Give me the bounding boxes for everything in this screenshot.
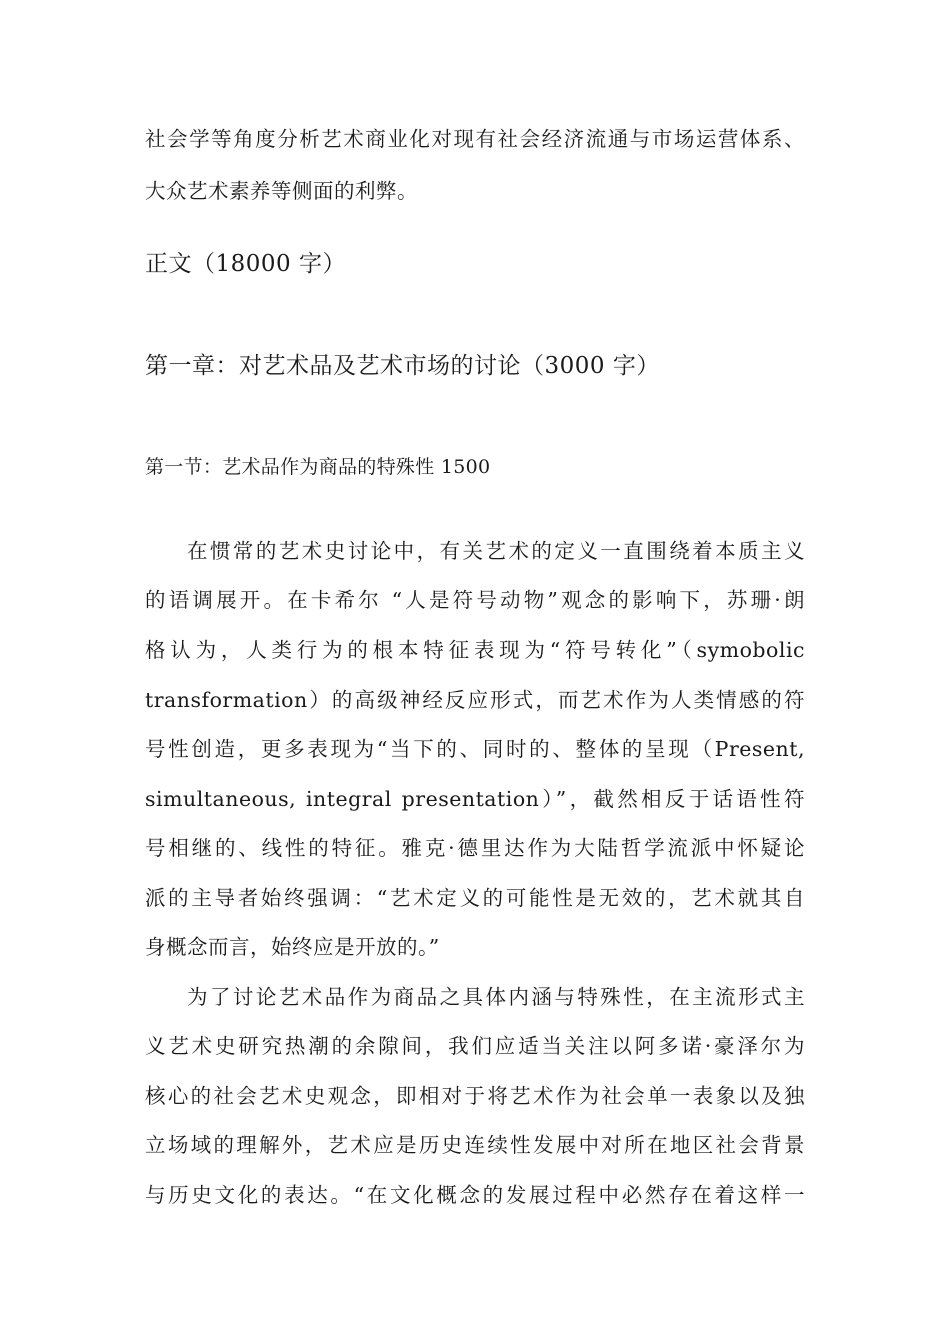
paragraph-1-line-6: simultaneous, integral presentation）”，截然相反于话语性符	[145, 787, 805, 811]
intro-line-1: 社会学等角度分析艺术商业化对现有社会经济流通与市场运营体系、	[145, 127, 805, 151]
section-heading: 第一节：艺术品作为商品的特殊性 1500	[145, 456, 491, 478]
intro-line-2: 大众艺术素养等侧面的利弊。	[145, 179, 418, 203]
paragraph-1-line-3: 格认为，人类行为的根本特征表现为“符号转化”（symobolic	[145, 638, 805, 662]
paragraph-1-line-4: transformation）的高级神经反应形式，而艺术作为人类情感的符	[145, 688, 805, 712]
paragraph-2-line-1: 为了讨论艺术品作为商品之具体内涵与特殊性，在主流形式主	[187, 985, 805, 1009]
paragraph-2-line-4: 立场域的理解外，艺术应是历史连续性发展中对所在地区社会背景	[145, 1133, 805, 1157]
paragraph-1-line-1: 在惯常的艺术史讨论中，有关艺术的定义一直围绕着本质主义	[187, 539, 805, 563]
body-heading: 正文（18000 字）	[145, 251, 346, 277]
paragraph-2-line-5: 与历史文化的表达。“在文化概念的发展过程中必然存在着这样一	[145, 1183, 805, 1207]
paragraph-2-line-3: 核心的社会艺术史观念，即相对于将艺术作为社会单一表象以及独	[145, 1084, 805, 1108]
paragraph-1-line-7: 号相继的、线性的特征。雅克·德里达作为大陆哲学流派中怀疑论	[145, 836, 805, 860]
paragraph-1-line-9: 身概念而言，始终应是开放的。”	[145, 935, 440, 959]
paragraph-1-line-5: 号性创造，更多表现为“当下的、同时的、整体的呈现（Present,	[145, 737, 805, 761]
paragraph-1-line-8: 派的主导者始终强调：“艺术定义的可能性是无效的，艺术就其自	[145, 886, 805, 910]
paragraph-1-line-2: 的语调展开。在卡希尔 “人是符号动物”观念的影响下，苏珊·朗	[145, 588, 805, 612]
paragraph-2-line-2: 义艺术史研究热潮的余隙间，我们应适当关注以阿多诺·豪泽尔为	[145, 1034, 805, 1058]
chapter-heading: 第一章：对艺术品及艺术市场的讨论（3000 字）	[145, 353, 660, 379]
